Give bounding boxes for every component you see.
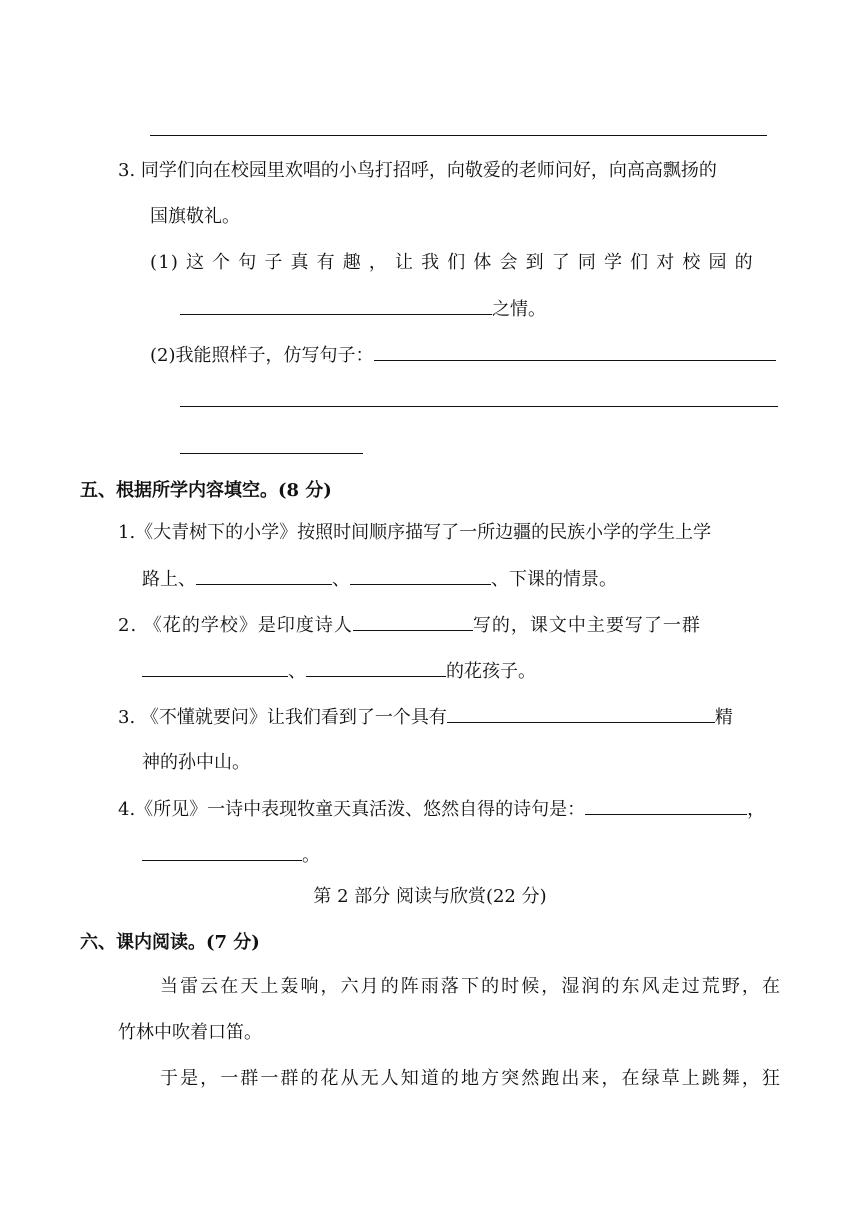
q3-sub1-suffix: 之情。: [492, 299, 546, 320]
answer-line-top[interactable]: [150, 135, 767, 136]
q3-sub2-line: [150, 342, 776, 369]
reading-para1-line2: 竹林中吹着口笛。: [118, 1022, 262, 1043]
answer-blank[interactable]: [374, 342, 776, 361]
s5-q2-sep: 、: [288, 661, 306, 682]
s5-q2-line2: [142, 658, 536, 685]
s5-q2-text-end: 的花孩子。: [446, 661, 536, 682]
s5-q1-sep: 、: [332, 569, 350, 590]
s5-q1-line1: 1.《大青树下的小学》按照时间顺序描写了一所边疆的民族小学的学生上学: [118, 522, 712, 543]
q3-sub2-prefix: (2)我能照样子，仿写句子：: [150, 345, 374, 366]
q3-stem-line1: 3. 同学们向在校园里欢唱的小鸟打招呼，向敬爱的老师问好，向高高飘扬的: [118, 160, 717, 181]
answer-blank[interactable]: [306, 658, 446, 677]
answer-blank[interactable]: [142, 842, 302, 861]
section5-title: 五、根据所学内容填空。(8 分): [80, 480, 332, 501]
answer-blank[interactable]: [447, 704, 715, 723]
s5-q2-text-a: 2. 《花的学校》是印度诗人: [118, 615, 353, 636]
q3-sub1-line2: [180, 296, 546, 323]
s5-q2-text-b: 写的，课文中主要写了一群: [472, 615, 701, 636]
s5-q3-text-a: 3. 《不懂就要问》让我们看到了一个具有: [118, 707, 447, 728]
part2-heading: 第 2 部分 阅读与欣赏(22 分): [313, 886, 547, 907]
s5-q4-comma: ，: [747, 799, 766, 820]
answer-blank[interactable]: [353, 612, 473, 631]
answer-line[interactable]: [180, 453, 363, 454]
s5-q2-line1: [118, 612, 701, 639]
s5-q3-line1: [118, 704, 733, 731]
answer-blank[interactable]: [350, 566, 491, 585]
s5-q1-line2: [142, 566, 617, 593]
s5-q3-line2: 神的孙中山。: [142, 752, 250, 773]
reading-para2-line1: 于是，一群一群的花从无人知道的地方突然跑出来，在绿草上跳舞，狂: [160, 1068, 780, 1089]
answer-blank[interactable]: [196, 566, 332, 585]
s5-q4-text-a: 4.《所见》一诗中表现牧童天真活泼、悠然自得的诗句是：: [118, 799, 586, 820]
answer-blank[interactable]: [180, 296, 492, 315]
answer-blank[interactable]: [142, 658, 288, 677]
q3-sub1-line1: (1) 这 个 句 子 真 有 趣 ， 让 我 们 体 会 到 了 同 学 们 对 校 园 的: [150, 252, 754, 273]
s5-q4-end: 。: [302, 845, 320, 866]
s5-q3-text-b: 精: [714, 707, 733, 728]
answer-blank[interactable]: [585, 796, 747, 815]
s5-q4-line2: [142, 842, 320, 869]
s5-q4-line1: [118, 796, 765, 823]
q3-stem-line2: 国旗敬礼。: [150, 206, 240, 227]
reading-para1-line1: 当雷云在天上轰响，六月的阵雨落下的时候，湿润的东风走过荒野，在: [160, 976, 780, 997]
s5-q1-text-end: 、下课的情景。: [491, 569, 617, 590]
s5-q1-text-a: 路上、: [142, 569, 196, 590]
section6-title: 六、课内阅读。(7 分): [80, 932, 260, 953]
answer-line[interactable]: [180, 406, 778, 407]
